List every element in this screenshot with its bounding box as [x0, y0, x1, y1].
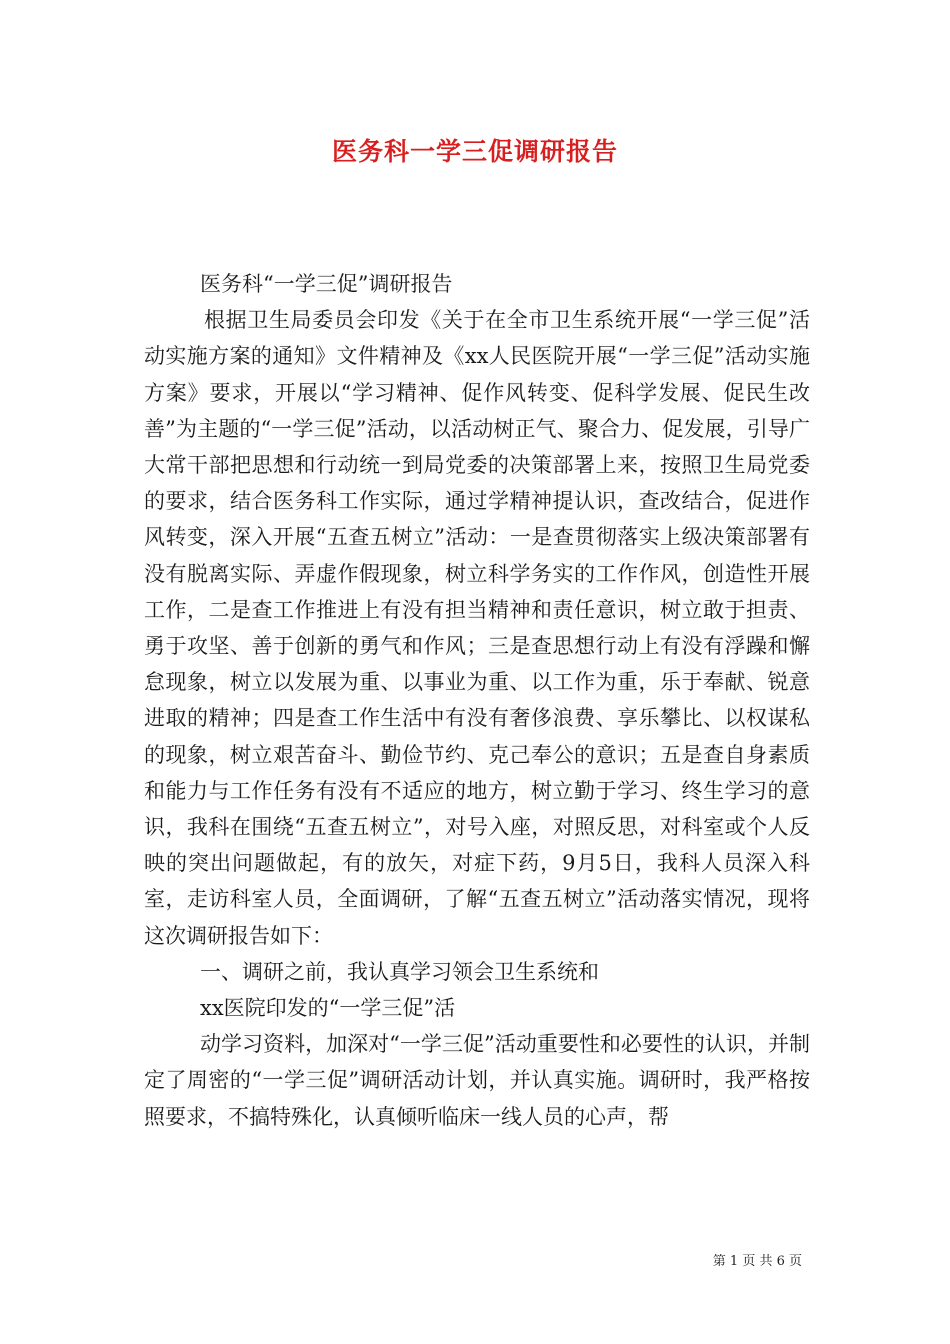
paragraph-intro: 根据卫生局委员会印发《关于在全市卫生系统开展“一学三促”活动实施方案的通知》文件精神及《xx人民医院开展“一学三促”活动实施方案》要求，开展以“学习精神、促作风转变、促科学发展、促民生改善”为主题的“一学三促”活动，以活动树正气、聚合力、促发展，引导广大常干部把思想和行动统一到局党委的决策部署上来，按照卫生局党委的要求，结合医务科工作实际，通过学精神提认识，查改结合，促进作风转变，深入开展“五查五树立”活动：一是查贯彻落实上级决策部署有没有脱离实际、弄虚作假现象，树立科学务实的工作作风，创造性开展工作，二是查工作推进上有没有担当精神和责任意识，树立敢于担责、勇于攻坚、善于创新的勇气和作风；三是查思想行动上有没有浮躁和懈怠现象，树立以发展为重、以事业为重、以工作为重，乐于奉献、锐意进取的精神；四是查工作生活中有没有奢侈浪费、享乐攀比、以权谋私的现象，树立艰苦奋斗、勤俭节约、克己奉公的意识；五是查自身素质和能力与工作任务有没有不适应的地方，树立勤于学习、终生学习的意识，我科在围绕“五查五树立”，对号入座，对照反思，对科室或个人反映的突出问题做起，有的放矢，对症下药，9月5日，我科人员深入科室，走访科室人员，全面调研，了解“五查五树立”活动落实情况，现将这次调研报告如下：: [144, 308, 810, 948]
document-body: [144, 266, 810, 1135]
paragraph-section-one-cont: xx医院印发的“一学三促”活: [200, 996, 456, 1021]
page-number: 第 1 页 共 6 页: [712, 1254, 802, 1269]
document-heading: 医务科“一学三促”调研报告: [200, 272, 453, 296]
document-title: 医务科一学三促调研报告: [331, 137, 618, 166]
paragraph-section-one: 一、调研之前，我认真学习领会卫生系统和: [200, 959, 599, 984]
paragraph-study-materials: 动学习资料，加深对“一学三促”活动重要性和必要性的认识，并制定了周密的“一学三促”调研活动计划，并认真实施。调研时，我严格按照要求，不搞特殊化，认真倾听临床一线人员的心声，帮: [144, 1032, 810, 1129]
